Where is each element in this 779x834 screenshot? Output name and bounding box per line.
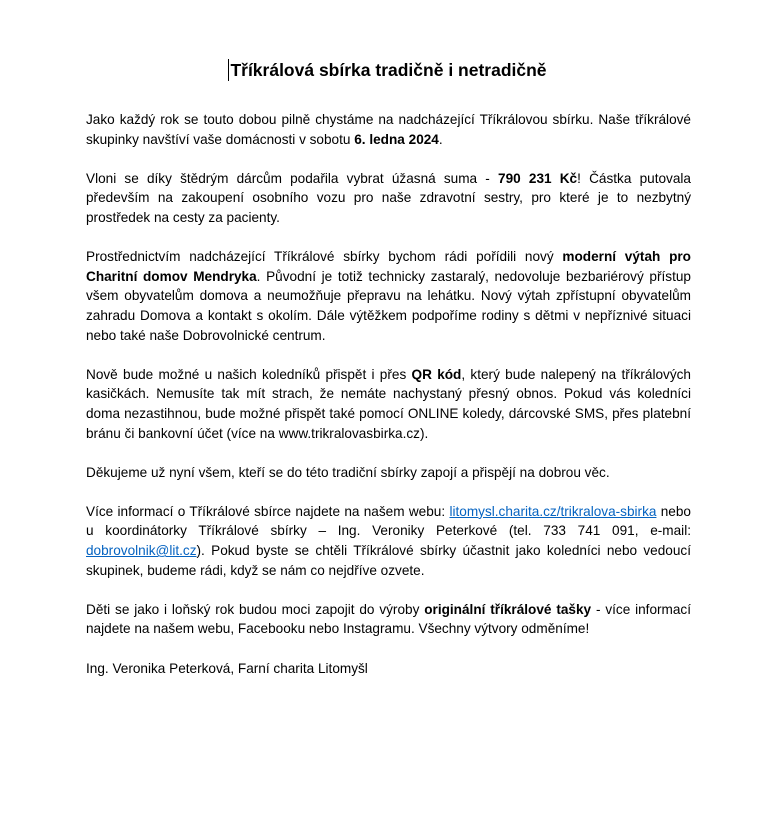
qr-rest: , který bude nalepený na tříkrálových kasičkách. Nemusíte tak mít strach, že nemáte nachystaný přesný obnos. Pokud vás koledníci doma nezastihnou, bude možné přispět také pomocí ONLINE koledy, dárcovské SMS, přes platební bránu či bankovní účet (více na www.trikralovasbirka.cz).	[86, 366, 691, 441]
bags-text: Děti se jako i loňský rok budou moci zapojit do výroby	[86, 601, 425, 617]
thanks-text: Děkujeme už nyní všem, kteří se do této tradiční sbírky zapojí a přispějí na dobrou věc.	[86, 464, 610, 480]
paragraph-elevator	[86, 247, 691, 345]
website-link[interactable]: litomysl.charita.cz/trikralova-sbirka	[449, 503, 657, 519]
paragraph-bags	[86, 600, 691, 639]
document-page	[86, 56, 691, 698]
last-year-amount: 790 231 Kč	[498, 170, 578, 186]
paragraph-qr	[86, 365, 691, 443]
paragraph-last-year	[86, 169, 691, 228]
intro-end: .	[438, 131, 443, 147]
last-year-text: Vloni se díky štědrým dárcům podařila vybrat úžasná suma -	[86, 170, 499, 186]
bags-rest: - více informací najdete na našem webu, Facebooku nebo Instagramu. Všechny výtvory odměníme!	[86, 601, 692, 637]
contact-rest: ). Pokud byste se chtěli Tříkrálové sbírky účastnit jako koledníci nebo vedoucí skupinek, budeme rádi, když se nám co nejdříve ozvete.	[86, 543, 691, 578]
contact-text: Více informací o Tříkrálové sbírce najdete na našem webu:	[86, 503, 450, 519]
qr-text: Nově bude možné u našich koledníků přispět i přes	[86, 366, 412, 382]
title-wrapper[interactable]	[230, 56, 546, 84]
signature-text: Ing. Veronika Peterková, Farní charita Litomyšl	[86, 660, 368, 676]
intro-date: 6. ledna 2024	[354, 131, 439, 147]
bags-highlight: originální tříkrálové tašky	[424, 601, 592, 617]
page-title: Tříkrálová sbírka tradičně i netradičně	[230, 60, 547, 80]
elevator-rest: . Původní je totiž technicky zastaralý, nedovoluje bezbariérový přístup všem obyvatelům domova a neumožňuje přepravu na lehátku. Nový výtah zpřístupní obyvatelům zahradu Domova a kontakt s okolím. Dále výtěžkem podpoříme rodiny s dětmi v nepříznivé situaci nebo také naše Dobrovolnické centrum.	[86, 268, 691, 343]
intro-text: Jako každý rok se touto dobou pilně chystáme na nadcházející Tříkrálovou sbírku. Naše tříkrálové skupinky navštíví vaše domácnosti v sobotu	[86, 112, 691, 147]
paragraph-thanks	[86, 463, 691, 483]
signature	[86, 659, 691, 679]
paragraph-intro	[86, 110, 691, 149]
contact-middle: nebo u koordinátorky Tříkrálové sbírky – Ing. Veroniky Peterkové (tel. 733 741 091, e-mail:	[86, 503, 691, 539]
text-cursor	[228, 59, 229, 81]
qr-highlight: QR kód	[411, 366, 462, 382]
elevator-text: Prostřednictvím nadcházející Tříkrálové sbírky bychom rádi pořídili nový	[86, 249, 563, 265]
document-title-block	[86, 56, 691, 84]
last-year-rest: ! Částka putovala především na zakoupení osobního vozu pro naše zdravotní sestry, pro které je to nezbytný prostředek na cesty za pacienty.	[86, 170, 691, 225]
email-link[interactable]: dobrovolnik@lit.cz	[86, 543, 197, 559]
elevator-highlight: moderní výtah pro Charitní domov Mendryka	[86, 249, 691, 284]
paragraph-contact	[86, 502, 691, 580]
